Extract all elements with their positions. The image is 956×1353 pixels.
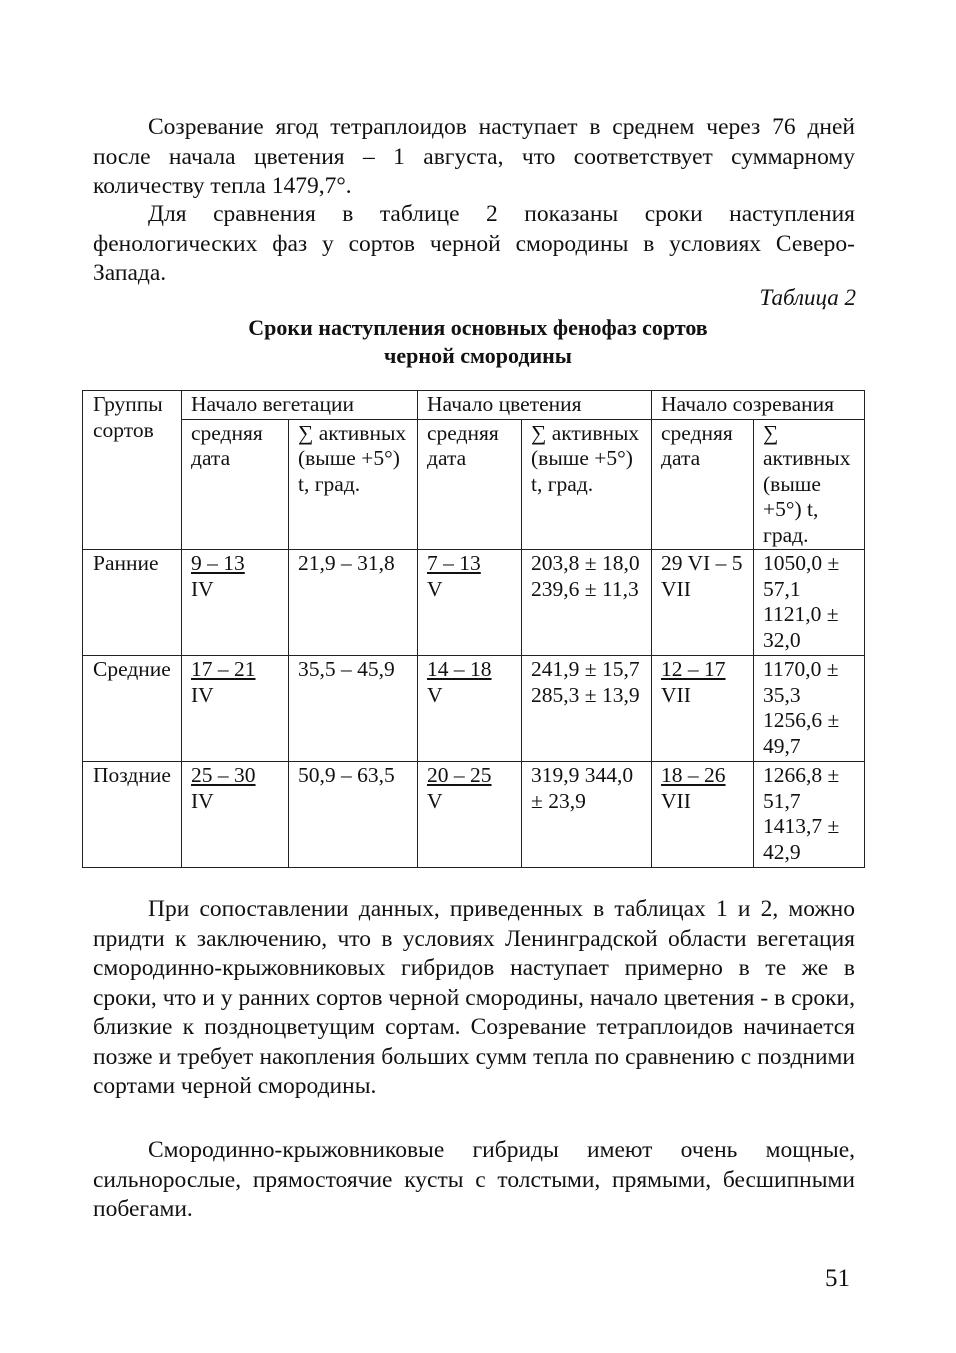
- cell-ripe-sum: 1050,0 ± 57,1 1121,0 ± 32,0: [754, 550, 865, 656]
- phenophase-table: [82, 390, 865, 868]
- cell-ripe-date: 18 – 26 VII: [652, 762, 754, 868]
- cell-veg-date: 25 – 30 IV: [182, 762, 289, 868]
- table-header-row-2: [83, 419, 865, 550]
- cell-group: Поздние: [83, 762, 182, 868]
- table-title-line-1: Сроки наступления основных фенофаз сортов: [248, 315, 708, 340]
- table-row: [83, 550, 865, 656]
- cell-ripe-date: 12 – 17 VII: [652, 656, 754, 762]
- paragraph-comparison-intro: Для сравнения в таблице 2 показаны сроки наступления фенологических фаз у сортов черной смородины в условиях Северо-Запада.: [93, 201, 855, 286]
- cell-group: Средние: [83, 656, 182, 762]
- header-flowering: Начало цветения: [418, 391, 652, 420]
- table-row: [83, 762, 865, 868]
- paragraph-ripening: Созревание ягод тетраплоидов наступает в среднем через 76 дней после начала цветения – 1 августа, что соответствует суммарному количеству тепла 1479,7°.: [93, 114, 855, 199]
- cell-group: Ранние: [83, 550, 182, 656]
- cell-ripe-sum: 1170,0 ± 35,3 1256,6 ± 49,7: [754, 656, 865, 762]
- header-ripening: Начало созревания: [652, 391, 865, 420]
- cell-veg-sum: 21,9 – 31,8: [289, 550, 418, 656]
- paragraph-bushes: Смородинно-крыжовниковые гибриды имеют очень мощные, сильнорослые, прямостоячие кусты с толстыми, прямыми, бесшипными побегами.: [93, 1137, 855, 1222]
- cell-veg-sum: 50,9 – 63,5: [289, 762, 418, 868]
- cell-veg-date: 17 – 21 IV: [182, 656, 289, 762]
- header-groups: Группы сортов: [83, 391, 182, 550]
- header-flow-avg-date: средняя дата: [418, 419, 522, 550]
- table-row: [83, 656, 865, 762]
- table-title-line-2: черной смородины: [384, 343, 572, 368]
- cell-veg-sum: 35,5 – 45,9: [289, 656, 418, 762]
- table-title: [93, 314, 863, 370]
- header-flow-sum: ∑ активных (выше +5°) t, град.: [522, 419, 652, 550]
- cell-flow-sum: 319,9 344,0 ± 23,9: [522, 762, 652, 868]
- cell-ripe-sum: 1266,8 ± 51,7 1413,7 ± 42,9: [754, 762, 865, 868]
- cell-flow-date: 20 – 25 V: [418, 762, 522, 868]
- table-number: Таблица 2: [759, 285, 856, 310]
- header-veg-avg-date: средняя дата: [182, 419, 289, 550]
- cell-flow-date: 14 – 18 V: [418, 656, 522, 762]
- page-number: 51: [825, 1265, 850, 1292]
- cell-veg-date: 9 – 13 IV: [182, 550, 289, 656]
- cell-flow-date: 7 – 13 V: [418, 550, 522, 656]
- paragraph-conclusion: При сопоставлении данных, приведенных в таблицах 1 и 2, можно придти к заключению, что в условиях Ленинградской области вегетация смородинно-крыжовниковых гибридов наступает примерно в те же в сроки, что и у ранних сортов черной смородины, начало цветения - в сроки, близкие к поздноцветущим сортам. Созревание тетраплоидов начинается позже и требует накопления больших сумм тепла по сравнению с поздними сортами черной смородины.: [93, 896, 855, 1099]
- cell-ripe-date: 29 VI – 5 VII: [652, 550, 754, 656]
- cell-flow-sum: 241,9 ± 15,7 285,3 ± 13,9: [522, 656, 652, 762]
- header-ripe-avg-date: средняя дата: [652, 419, 754, 550]
- header-ripe-sum: ∑ активных (выше +5°) t, град.: [754, 419, 865, 550]
- header-veg-sum: ∑ активных (выше +5°) t, град.: [289, 419, 418, 550]
- cell-flow-sum: 203,8 ± 18,0 239,6 ± 11,3: [522, 550, 652, 656]
- header-vegetation: Начало вегетации: [182, 391, 418, 420]
- table-header-row-1: [83, 391, 865, 420]
